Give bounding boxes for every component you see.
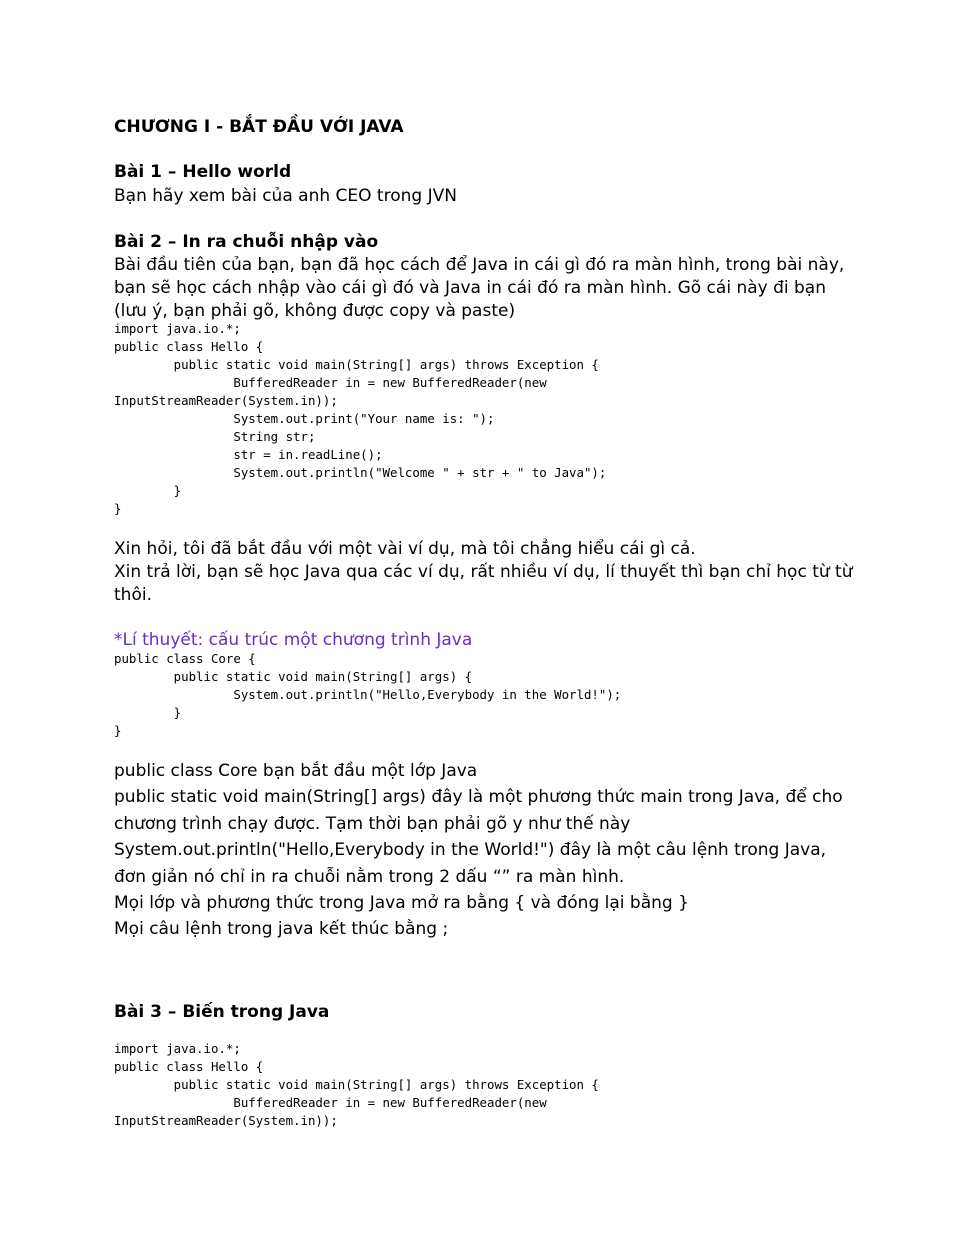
lesson2-code-block: import java.io.*; public class Hello { public static void main(String[] args) throws Exception { BufferedReader in = new BufferedReader(new InputStreamReader(System.in)); System.out.print("Your name is: "); String str; str = in.readLine(); System.out.println("Welcome " + str + " to Java"); } } bbox=[114, 321, 607, 516]
lesson2-qa: Xin hỏi, tôi đã bắt đầu với một vài ví dụ, mà tôi chẳng hiểu cái gì cả. Xin trả lời, bạn sẽ học Java qua các ví dụ, rất nhiều ví dụ, lí thuyết thì bạn chỉ học từ từ thôi. bbox=[114, 539, 853, 605]
lesson1-text: Bạn hãy xem bài của anh CEO trong JVN bbox=[114, 186, 457, 206]
lesson2-title: Bài 2 – In ra chuỗi nhập vào bbox=[114, 232, 379, 252]
theory-notes bbox=[114, 758, 854, 943]
lesson3-code-block: import java.io.*; public class Hello { public static void main(String[] args) throws Exception { BufferedReader in = new BufferedReader(new InputStreamReader(System.in)); bbox=[114, 1041, 599, 1128]
lesson1-title: Bài 1 – Hello world bbox=[114, 162, 292, 182]
lesson3-title: Bài 3 – Biến trong Java bbox=[114, 1002, 330, 1022]
note-line: public static void main(String[] args) đây là một phương thức main trong Java, để cho bbox=[114, 787, 843, 808]
note-line: chương trình chạy được. Tạm thời bạn phải gõ y như thế này bbox=[114, 813, 631, 834]
note-line: System.out.println("Hello,Everybody in the World!") đây là một câu lệnh trong Java, bbox=[114, 840, 827, 861]
note-line: Mọi lớp và phương thức trong Java mở ra bằng { và đóng lại bằng } bbox=[114, 893, 689, 914]
theory-title bbox=[114, 629, 472, 651]
theory-code-block: public class Core { public static void main(String[] args) { System.out.println("Hello,Everybody in the World!"); } } bbox=[114, 651, 622, 738]
note-line: đơn giản nó chỉ in ra chuỗi nằm trong 2 dấu “” ra màn hình. bbox=[114, 866, 625, 887]
lesson2-intro: Bài đầu tiên của bạn, bạn đã học cách để Java in cái gì đó ra màn hình, trong bài này, bạn sẽ học cách nhập vào cái gì đó và Java in cái đó ra màn hình. Gõ cái này đi bạn (lưu ý, bạn phải gõ, không được copy và paste) bbox=[114, 255, 845, 321]
theory-title-text: *Lí thuyết: cấu trúc một chương trình Java bbox=[114, 630, 473, 650]
note-line: public class Core bạn bắt đầu một lớp Java bbox=[114, 761, 478, 781]
chapter-title: CHƯƠNG I - BẮT ĐẦU VỚI JAVA bbox=[114, 117, 404, 137]
note-line: Mọi câu lệnh trong java kết thúc bằng ; bbox=[114, 919, 449, 940]
